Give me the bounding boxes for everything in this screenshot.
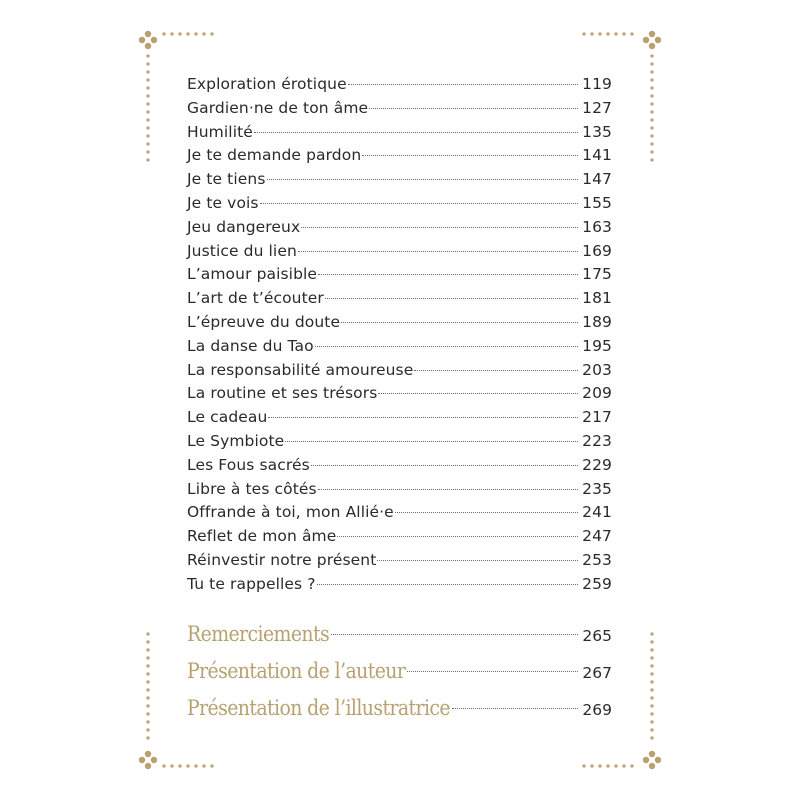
toc-entry-page: 235 [582,479,612,498]
toc-major-entry[interactable] [187,690,612,727]
toc-major-page: 265 [582,627,612,645]
dot-leader [254,132,578,133]
dot-leader [331,634,578,635]
toc-entry[interactable] [187,454,612,478]
toc-entry[interactable] [187,240,612,264]
toc-entry[interactable] [187,263,612,287]
toc-entry-page: 163 [582,217,612,236]
toc-entry-title: Exploration érotique [187,75,347,93]
toc-entry-title: Le cadeau [187,408,268,427]
toc-entry-page: 253 [582,550,612,569]
toc-entry-page: 181 [582,289,612,308]
dot-leader [362,155,578,156]
toc-entry-page: 119 [582,75,612,93]
toc-entry[interactable] [187,121,612,145]
toc-major-entry[interactable] [187,653,612,690]
dot-leader [315,346,578,347]
toc-entry-page: 229 [582,455,612,474]
toc-entry-title: Jeu dangereux [187,217,301,236]
dot-leader [267,179,579,180]
toc-entry[interactable] [187,192,612,216]
toc-entry-page: 195 [582,336,612,355]
toc-entry-title: Justice du lien [187,241,297,260]
toc-entry-page: 175 [582,265,612,284]
toc-entry[interactable] [187,478,612,502]
toc-entry-page: 247 [582,527,612,546]
toc-entry[interactable] [187,382,612,406]
toc-major-title: Présentation de l’illustratrice [187,696,450,720]
dot-leader [298,251,578,252]
dot-leader [377,560,578,561]
dot-leader [318,274,578,275]
dot-leader [452,708,578,709]
toc-major-entry[interactable] [187,616,612,653]
toc-major-page: 269 [582,701,612,719]
toc-entry[interactable] [187,168,612,192]
toc-list [187,73,612,597]
toc-entry[interactable] [187,287,612,311]
dot-leader [378,393,578,394]
toc-entry-title: L’amour paisible [187,265,318,284]
toc-entry-page: 169 [582,241,612,260]
toc-entry[interactable] [187,430,612,454]
toc-entry[interactable] [187,73,612,97]
toc-entry-page: 135 [582,122,612,141]
toc-entry-title: Reflet de mon âme [187,527,337,546]
dot-leader [407,671,578,672]
dot-leader [369,108,578,109]
toc-entry-title: Le Symbiote [187,431,285,450]
dot-leader [348,84,578,85]
toc-entry[interactable] [187,359,612,383]
toc-entry-title: La responsabilité amoureuse [187,360,414,379]
dot-leader [395,512,578,513]
toc-entry-page: 259 [582,574,612,593]
dot-leader [337,536,578,537]
toc-entry-title: Je te demande pardon [187,146,362,165]
toc-entry-page: 203 [582,360,612,379]
dot-leader [341,322,578,323]
toc-entry-title: Libre à tes côtés [187,479,317,498]
toc-entry-title: L’épreuve du doute [187,312,341,331]
toc-entry[interactable] [187,573,612,597]
toc-entry-page: 127 [582,98,612,117]
toc-entry[interactable] [187,97,612,121]
toc-entry-title: Gardien·ne de ton âme [187,98,369,117]
dot-leader [414,370,578,371]
toc-entry[interactable] [187,144,612,168]
dot-leader [311,465,578,466]
dot-leader [301,227,578,228]
toc-entry-page: 147 [582,170,612,189]
toc-entry[interactable] [187,406,612,430]
dot-leader [318,489,578,490]
toc-entry-title: Réinvestir notre présent [187,550,377,569]
toc-entry-page: 155 [582,193,612,212]
toc-entry-page: 209 [582,384,612,403]
toc-entry-title: Humilité [187,122,253,141]
toc-entry-page: 141 [582,146,612,165]
toc-entry-title: L’art de t’écouter [187,289,324,308]
toc-entry-title: Les Fous sacrés [187,455,310,474]
toc-entry-page: 217 [582,408,612,427]
toc-entry-title: Je te tiens [187,170,266,189]
toc-entry[interactable] [187,549,612,573]
toc-entry[interactable] [187,311,612,335]
dot-leader [260,203,578,204]
toc-entry[interactable] [187,501,612,525]
toc-major-title: Présentation de l’auteur [187,659,406,683]
dot-leader [268,417,578,418]
toc-entry-title: Offrande à toi, mon Allié·e [187,503,394,522]
toc-entry-page: 223 [582,431,612,450]
toc-entry-title: La danse du Tao [187,336,314,355]
toc-major-list [187,616,612,727]
toc-entry-page: 241 [582,503,612,522]
dot-leader [325,298,578,299]
toc-major-title: Remerciements [187,622,330,646]
toc-entry[interactable] [187,525,612,549]
toc-major-page: 267 [582,664,612,682]
dot-leader [285,441,578,442]
toc-entry-title: La routine et ses trésors [187,384,378,403]
toc-entry[interactable] [187,216,612,240]
toc-entry[interactable] [187,335,612,359]
dot-leader [317,584,579,585]
toc-entry-title: Tu te rappelles ? [187,574,316,593]
toc-entry-title: Je te vois [187,193,259,212]
toc-entry-page: 189 [582,312,612,331]
